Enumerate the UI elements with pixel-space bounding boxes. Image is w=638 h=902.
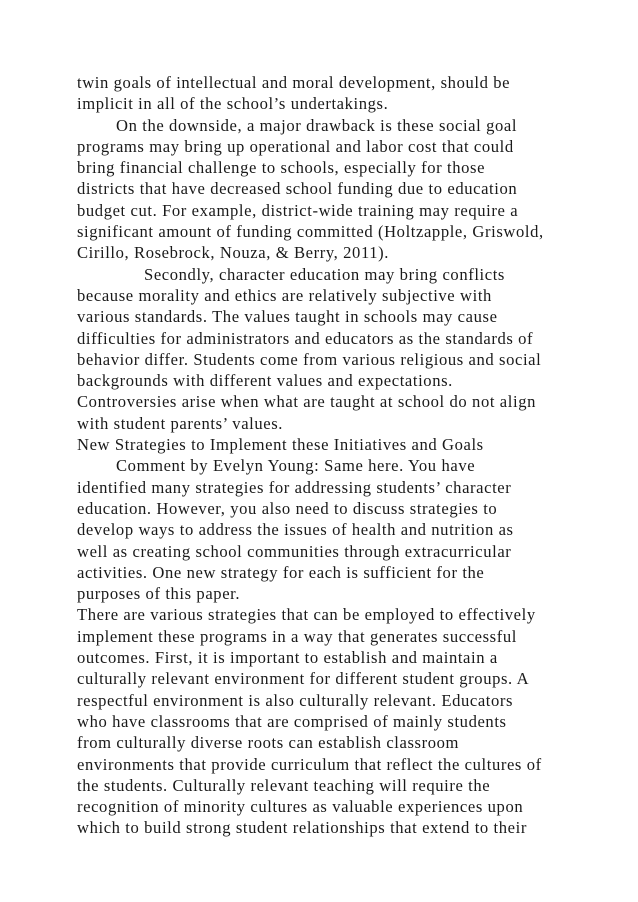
text-line: outcomes. First, it is important to establish and maintain a — [77, 648, 498, 668]
text-line: culturally relevant environment for different student groups. A — [77, 669, 530, 689]
text-line: various standards. The values taught in schools may cause — [77, 307, 498, 327]
text-line: Controversies arise when what are taught at school do not align — [77, 392, 536, 412]
text-line: implement these programs in a way that generates successful — [77, 626, 517, 646]
text-line: education. However, you also need to discuss strategies to — [77, 498, 498, 518]
text-line: districts that have decreased school funding due to education — [77, 179, 518, 199]
text-line: because morality and ethics are relatively subjective with — [77, 285, 492, 305]
text-line: develop ways to address the issues of health and nutrition as — [77, 520, 514, 540]
text-line: Comment by Evelyn Young: Same here. You have — [116, 456, 476, 476]
text-line: environments that provide curriculum that reflect the cultures of — [77, 754, 542, 774]
text-line: who have classrooms that are comprised of mainly students — [77, 711, 507, 731]
text-line: On the downside, a major drawback is these social goal — [116, 115, 518, 135]
text-line: Secondly, character education may bring conflicts — [144, 264, 505, 284]
text-line: significant amount of funding committed (Holtzapple, Griswold, — [77, 222, 544, 242]
text-line: New Strategies to Implement these Initiatives and Goals — [77, 435, 484, 455]
text-line: from culturally diverse roots can establish classroom — [77, 733, 460, 753]
text-line: difficulties for administrators and educators as the standards of — [77, 328, 534, 348]
text-line: activities. One new strategy for each is sufficient for the — [77, 562, 485, 582]
text-line: backgrounds with different values and expectations. — [77, 371, 453, 391]
text-line: budget cut. For example, district-wide training may require a — [77, 200, 519, 220]
text-line: with student parents’ values. — [77, 413, 284, 433]
text-line: the students. Culturally relevant teaching will require the — [77, 775, 491, 795]
text-line: There are various strategies that can be employed to effectively — [77, 605, 536, 625]
text-line: respectful environment is also culturally relevant. Educators — [77, 690, 514, 710]
document-body — [77, 72, 577, 839]
text-line: twin goals of intellectual and moral development, should be — [77, 73, 511, 92]
text-line: purposes of this paper. — [77, 584, 241, 604]
text-line: behavior differ. Students come from various religious and social — [77, 349, 542, 369]
text-line: recognition of minority cultures as valuable experiences upon — [77, 797, 524, 817]
text-line: bring financial challenge to schools, especially for those — [77, 158, 486, 178]
text-line: which to build strong student relationships that extend to their — [77, 818, 527, 838]
text-line: Cirillo, Rosebrock, Nouza, & Berry, 2011). — [77, 243, 390, 263]
text-line: implicit in all of the school’s undertakings. — [77, 94, 389, 114]
text-line: well as creating school communities through extracurricular — [77, 541, 512, 561]
text-line: identified many strategies for addressing students’ character — [77, 477, 512, 497]
text-line: programs may bring up operational and labor cost that could — [77, 136, 514, 156]
